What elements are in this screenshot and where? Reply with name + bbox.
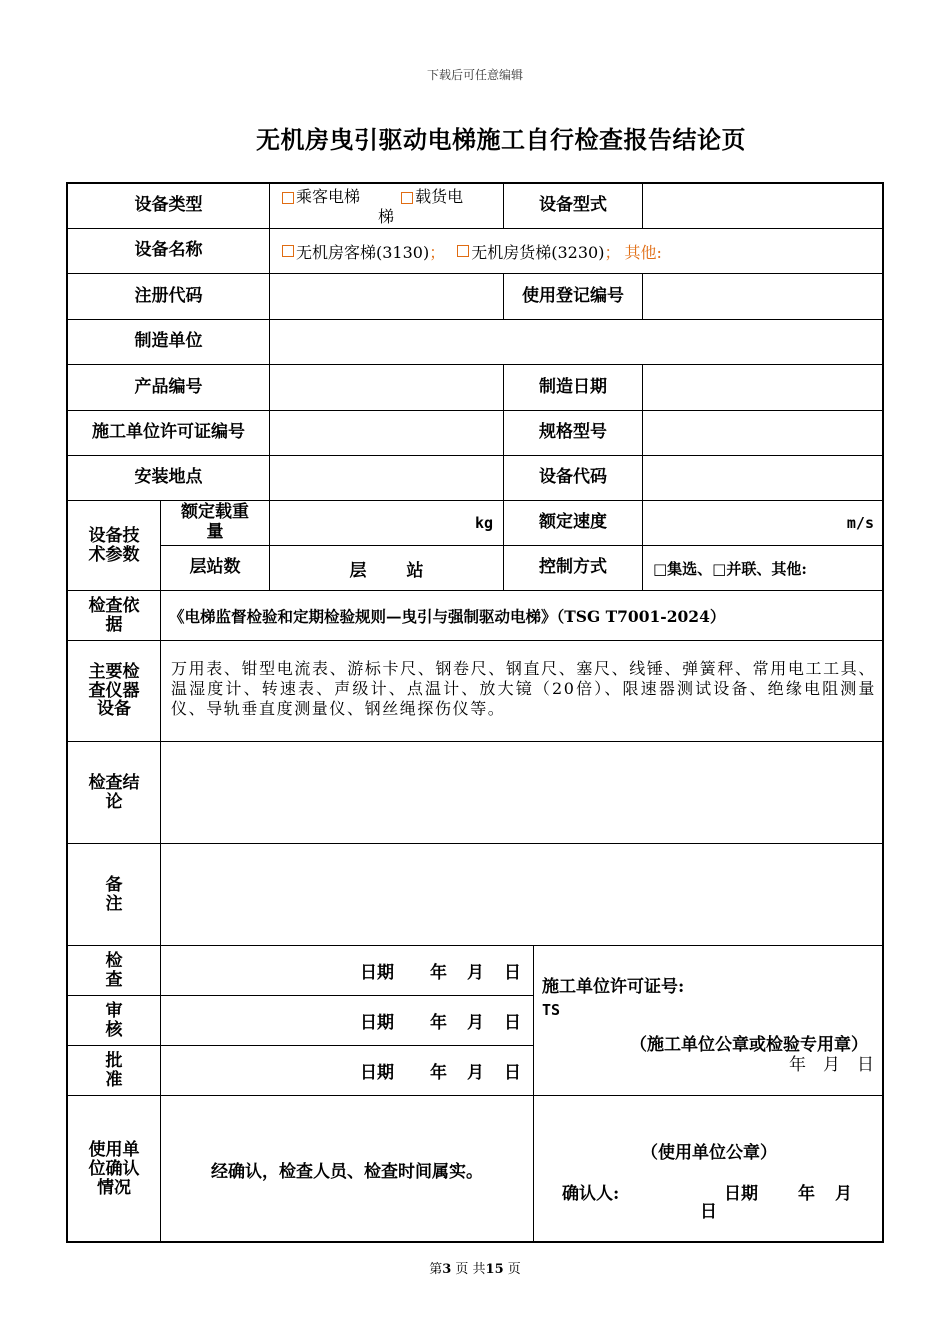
value-rated-speed[interactable] — [643, 501, 884, 546]
footer-total: 15 — [485, 1262, 504, 1277]
license-block — [534, 946, 884, 1096]
year-label: 年 — [430, 1013, 447, 1033]
date-label: 日期 — [360, 1063, 394, 1083]
month-label: 月 — [467, 1013, 484, 1033]
month-label: 月 — [835, 1184, 852, 1204]
year-label: 年 — [798, 1184, 815, 1204]
license-prefix: TS — [542, 1001, 561, 1019]
value-instruments: 万用表、钳型电流表、游标卡尺、钢卷尺、钢直尺、塞尺、线锤、弹簧秤、常用电工工具、温湿度计、转速表、声级计、点温计、放大镜（20倍）、限速器测试设备、绝缘电阻测量仪、导轨垂直度测量仪、钢丝绳探伤仪等。 — [161, 641, 884, 742]
label-conclusion: 检查结论 — [68, 742, 161, 844]
label-install-site: 安装地点 — [68, 456, 270, 501]
value-use-reg-no[interactable] — [643, 274, 884, 320]
day-label: 日 — [504, 1013, 521, 1033]
value-mfg-date[interactable] — [643, 365, 884, 411]
user-seal: （使用单位公章） — [641, 1143, 777, 1163]
label-review: 审核 — [68, 996, 161, 1046]
value-remarks[interactable] — [161, 844, 884, 946]
label-basis: 检查依据 — [68, 591, 161, 641]
date-label: 日期 — [360, 963, 394, 983]
label-check: 检查 — [68, 946, 161, 996]
value-equip-model[interactable] — [643, 184, 884, 229]
page-footer — [0, 1258, 950, 1277]
checkbox-mrl-freight[interactable] — [457, 245, 469, 257]
label-product-no: 产品编号 — [68, 365, 270, 411]
label-equip-type: 设备类型 — [68, 184, 270, 229]
checkbox-mrl-passenger[interactable] — [282, 245, 294, 257]
label-floors: 层站数 — [161, 546, 270, 591]
label-remarks: 备注 — [68, 844, 161, 946]
value-floors[interactable] — [270, 546, 504, 591]
license-seal: （施工单位公章或检验专用章） — [630, 1035, 868, 1055]
user-day: 日 — [700, 1202, 717, 1222]
license-label: 施工单位许可证号: — [542, 977, 685, 997]
user-statement: 经确认，检查人员、检查时间属实。 — [161, 1096, 534, 1243]
label-equip-code: 设备代码 — [504, 456, 643, 501]
footer-mid: 页 共 — [455, 1262, 486, 1277]
year-label: 年 — [430, 1063, 447, 1083]
value-control-mode: □集选、□并联、其他: — [643, 546, 884, 591]
label-equip-name: 设备名称 — [68, 229, 270, 274]
date-review — [161, 996, 534, 1046]
label-instruments: 主要检查仪器设备 — [68, 641, 161, 742]
label-mfg-date: 制造日期 — [504, 365, 643, 411]
date-label: 日期 — [360, 1013, 394, 1033]
label-reg-code: 注册代码 — [68, 274, 270, 320]
user-seal-block — [534, 1096, 884, 1243]
value-spec-model[interactable] — [643, 411, 884, 456]
option-other: 其他: — [624, 242, 662, 262]
label-user-confirm: 使用单位确认情况 — [68, 1096, 161, 1243]
user-confirmer: 确认人: — [562, 1184, 620, 1204]
year-label: 年 — [430, 963, 447, 983]
equip-type-options — [270, 184, 504, 229]
value-reg-code[interactable] — [270, 274, 504, 320]
footer-page: 3 — [442, 1262, 452, 1277]
unit-zhan: 站 — [406, 560, 424, 581]
option-mrl-freight: 无机房货梯(3230) — [471, 242, 605, 262]
date-check — [161, 946, 534, 996]
value-install-site[interactable] — [270, 456, 504, 501]
separator: ； — [429, 242, 446, 262]
option-freight-a: 载货电 — [415, 187, 464, 206]
date-approve — [161, 1046, 534, 1096]
value-license-no[interactable] — [270, 411, 504, 456]
option-mrl-passenger: 无机房客梯(3130) — [296, 242, 430, 262]
label-rated-speed: 额定速度 — [504, 501, 643, 546]
header-note: 下载后可任意编辑 — [426, 68, 523, 82]
day-label: 日 — [504, 1063, 521, 1083]
label-rated-load: 额定载重量 — [161, 501, 270, 546]
equip-name-options — [270, 229, 884, 274]
license-date: 年 月 日 — [789, 1055, 874, 1075]
option-freight-b: 梯 — [378, 207, 395, 226]
option-passenger: 乘客电梯 — [296, 187, 361, 206]
label-license-no: 施工单位许可证编号 — [68, 411, 270, 456]
month-label: 月 — [467, 1063, 484, 1083]
unit-kg: kg — [474, 514, 493, 532]
label-spec-model: 规格型号 — [504, 411, 643, 456]
label-control-mode: 控制方式 — [504, 546, 643, 591]
footer-post: 页 — [507, 1262, 521, 1277]
value-equip-code[interactable] — [643, 456, 884, 501]
value-rated-load[interactable] — [270, 501, 504, 546]
value-product-no[interactable] — [270, 365, 504, 411]
value-conclusion[interactable] — [161, 742, 884, 844]
unit-ms: m/s — [846, 514, 874, 532]
date-label: 日期 — [724, 1184, 758, 1204]
label-equip-model: 设备型式 — [504, 184, 643, 229]
month-label: 月 — [467, 963, 484, 983]
label-tech-params: 设备技术参数 — [68, 501, 161, 591]
label-manufacturer: 制造单位 — [68, 320, 270, 365]
day-label: 日 — [504, 963, 521, 983]
page-title: 无机房曳引驱动电梯施工自行检查报告结论页 — [256, 125, 746, 154]
report-table — [66, 182, 884, 1243]
label-approve: 批准 — [68, 1046, 161, 1096]
checkbox-freight[interactable] — [401, 192, 413, 204]
unit-ceng: 层 — [349, 560, 367, 581]
checkbox-passenger[interactable] — [282, 192, 294, 204]
separator: ； — [604, 242, 621, 262]
value-basis: 《电梯监督检验和定期检验规则—曳引与强制驱动电梯》（TSG T7001-2024） — [161, 591, 884, 641]
user-date — [724, 1179, 852, 1204]
value-manufacturer[interactable] — [270, 320, 884, 365]
label-use-reg-no: 使用登记编号 — [504, 274, 643, 320]
footer-pre: 第 — [429, 1262, 443, 1277]
